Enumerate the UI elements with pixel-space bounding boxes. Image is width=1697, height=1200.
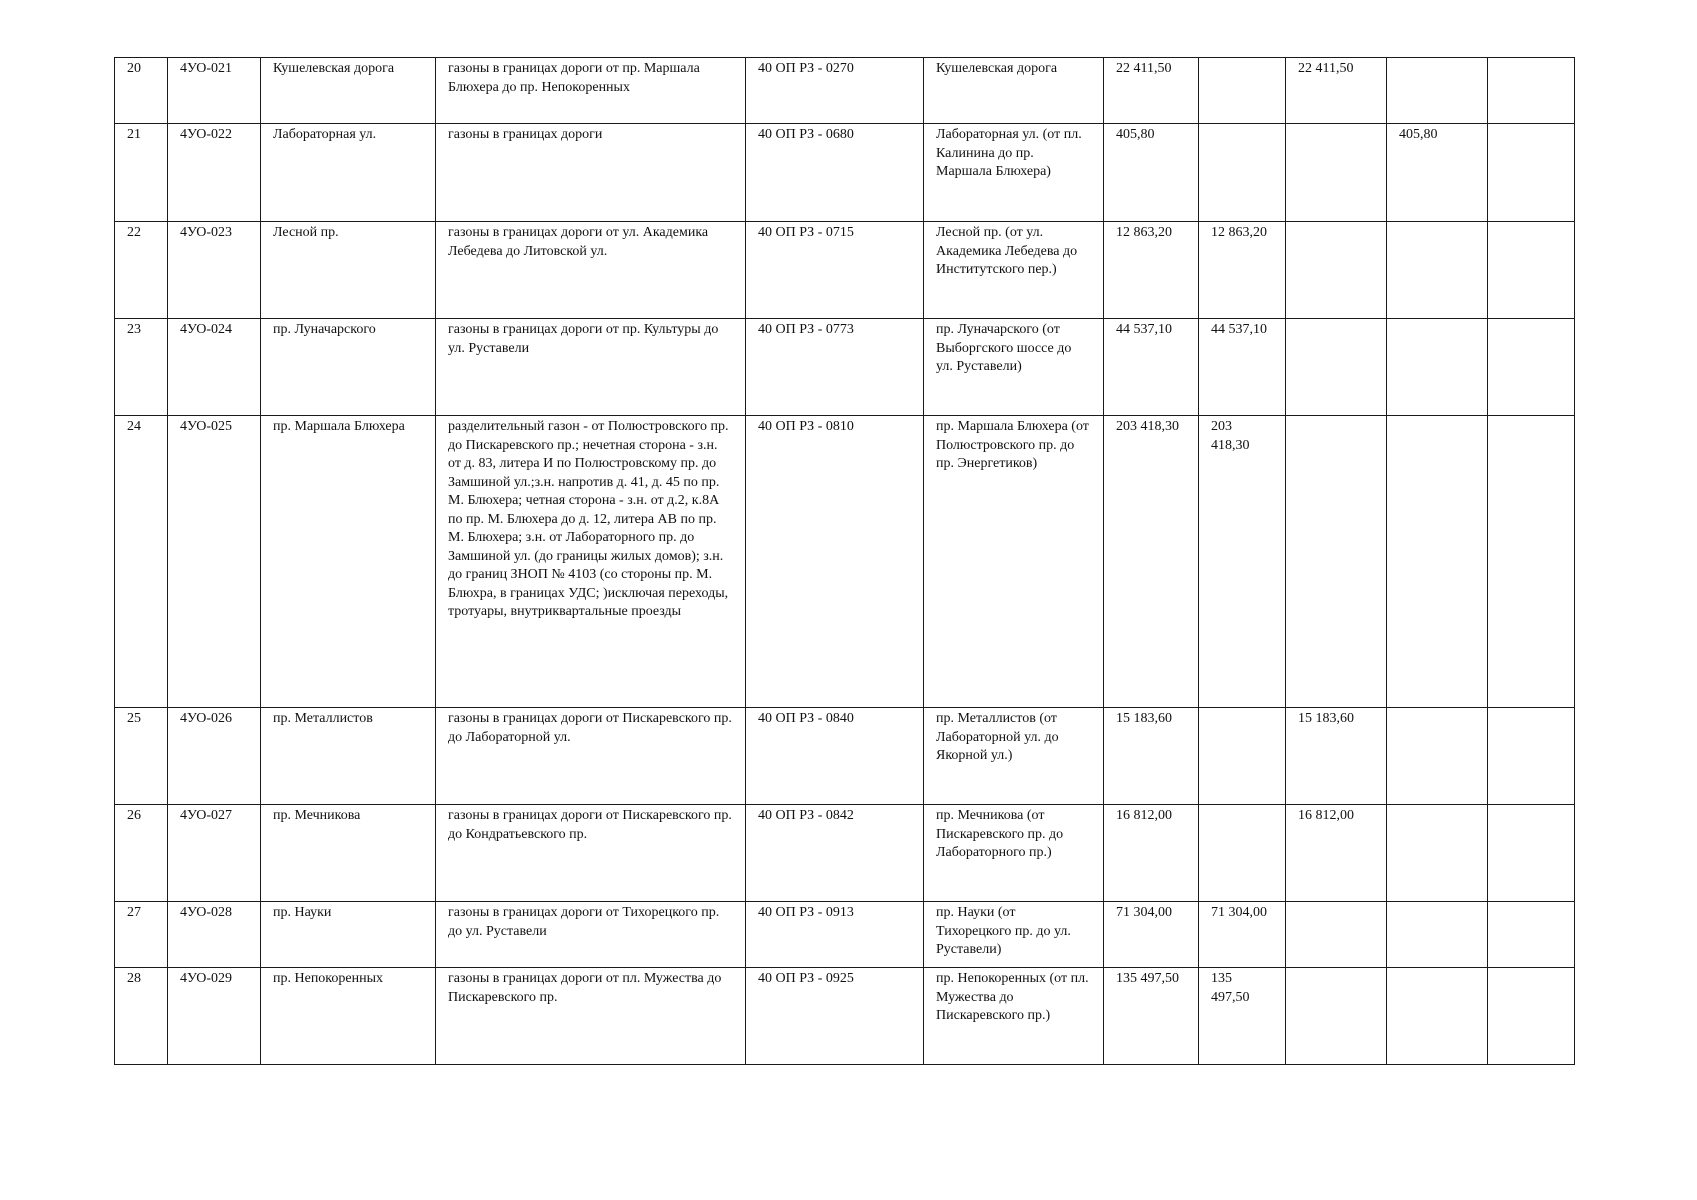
total-area: 22 411,50: [1104, 58, 1199, 124]
area-col-1: 44 537,10: [1199, 319, 1286, 416]
area-col-1: [1199, 124, 1286, 222]
object-name: пр. Непокоренных: [261, 968, 436, 1065]
object-description: разделительный газон - от Полюстровского пр. до Пискаревского пр.; нечетная сторона - з.н. от д. 83, литера И по Полюстровскому пр. до Замшиной ул.;з.н. напротив д. 41, д. 45 по пр. М. Блюхера; четная сторона - з.н. от д.2, к.8А по пр. М. Блюхера до д. 12, литера АВ по пр. М. Блюхера; з.н. от Лабораторного пр. до Замшиной ул. (до границы жилых домов); з.н. до границ ЗНОП № 4103 (со стороны пр. М. Блюхра, в границах УДС; )исключая переходы, тротуары, внутриквартальные проезды: [436, 416, 746, 708]
object-name: пр. Науки: [261, 902, 436, 968]
total-area: 203 418,30: [1104, 416, 1199, 708]
object-name: Лабораторная ул.: [261, 124, 436, 222]
row-number: 28: [115, 968, 168, 1065]
area-col-1: 135 497,50: [1199, 968, 1286, 1065]
road-name: пр. Луначарского (от Выборгского шоссе до ул. Руставели): [924, 319, 1104, 416]
total-area: 135 497,50: [1104, 968, 1199, 1065]
object-code: 4УО-026: [168, 708, 261, 805]
object-description: газоны в границах дороги от ул. Академика Лебедева до Литовской ул.: [436, 222, 746, 319]
row-number: 24: [115, 416, 168, 708]
object-code: 4УО-024: [168, 319, 261, 416]
road-registry-number: 40 ОП РЗ - 0925: [746, 968, 924, 1065]
area-col-4: [1488, 58, 1575, 124]
area-col-4: [1488, 708, 1575, 805]
total-area: 405,80: [1104, 124, 1199, 222]
green-zones-table: [114, 57, 1575, 1065]
area-col-4: [1488, 902, 1575, 968]
table-row: [115, 805, 1575, 902]
area-col-2: [1286, 124, 1387, 222]
object-code: 4УО-029: [168, 968, 261, 1065]
area-col-3: [1387, 416, 1488, 708]
object-code: 4УО-023: [168, 222, 261, 319]
object-code: 4УО-025: [168, 416, 261, 708]
road-name: Кушелевская дорога: [924, 58, 1104, 124]
road-name: пр. Металлистов (от Лабораторной ул. до Якорной ул.): [924, 708, 1104, 805]
area-col-4: [1488, 968, 1575, 1065]
area-col-3: [1387, 319, 1488, 416]
row-number: 20: [115, 58, 168, 124]
road-name: пр. Непокоренных (от пл. Мужества до Пискаревского пр.): [924, 968, 1104, 1065]
area-col-2: [1286, 319, 1387, 416]
area-col-4: [1488, 222, 1575, 319]
total-area: 71 304,00: [1104, 902, 1199, 968]
table-row: [115, 902, 1575, 968]
area-col-2: [1286, 968, 1387, 1065]
total-area: 15 183,60: [1104, 708, 1199, 805]
road-registry-number: 40 ОП РЗ - 0680: [746, 124, 924, 222]
object-description: газоны в границах дороги от пр. Маршала Блюхера до пр. Непокоренных: [436, 58, 746, 124]
object-name: Лесной пр.: [261, 222, 436, 319]
object-code: 4УО-022: [168, 124, 261, 222]
row-number: 25: [115, 708, 168, 805]
object-code: 4УО-028: [168, 902, 261, 968]
area-col-1: [1199, 58, 1286, 124]
area-col-4: [1488, 805, 1575, 902]
area-col-1: 71 304,00: [1199, 902, 1286, 968]
road-registry-number: 40 ОП РЗ - 0840: [746, 708, 924, 805]
object-description: газоны в границах дороги от Пискаревского пр. до Лабораторной ул.: [436, 708, 746, 805]
road-name: пр. Науки (от Тихорецкого пр. до ул. Руставели): [924, 902, 1104, 968]
area-col-2: [1286, 416, 1387, 708]
row-number: 27: [115, 902, 168, 968]
object-description: газоны в границах дороги от Тихорецкого пр. до ул. Руставели: [436, 902, 746, 968]
area-col-2: 16 812,00: [1286, 805, 1387, 902]
object-name: пр. Маршала Блюхера: [261, 416, 436, 708]
object-description: газоны в границах дороги от пр. Культуры до ул. Руставели: [436, 319, 746, 416]
area-col-3: [1387, 222, 1488, 319]
road-registry-number: 40 ОП РЗ - 0773: [746, 319, 924, 416]
area-col-3: [1387, 968, 1488, 1065]
area-col-2: [1286, 222, 1387, 319]
area-col-2: 22 411,50: [1286, 58, 1387, 124]
row-number: 21: [115, 124, 168, 222]
row-number: 26: [115, 805, 168, 902]
object-name: пр. Металлистов: [261, 708, 436, 805]
row-number: 23: [115, 319, 168, 416]
area-col-2: [1286, 902, 1387, 968]
table-row: [115, 222, 1575, 319]
road-name: Лесной пр. (от ул. Академика Лебедева до Институтского пер.): [924, 222, 1104, 319]
total-area: 44 537,10: [1104, 319, 1199, 416]
area-col-3: [1387, 805, 1488, 902]
road-registry-number: 40 ОП РЗ - 0842: [746, 805, 924, 902]
area-col-4: [1488, 416, 1575, 708]
area-col-1: [1199, 708, 1286, 805]
road-name: пр. Маршала Блюхера (от Полюстровского пр. до пр. Энергетиков): [924, 416, 1104, 708]
object-code: 4УО-027: [168, 805, 261, 902]
table-row: [115, 416, 1575, 708]
area-col-1: 203 418,30: [1199, 416, 1286, 708]
area-col-1: 12 863,20: [1199, 222, 1286, 319]
table-row: [115, 124, 1575, 222]
object-code: 4УО-021: [168, 58, 261, 124]
road-registry-number: 40 ОП РЗ - 0715: [746, 222, 924, 319]
table-row: [115, 708, 1575, 805]
table-row: [115, 968, 1575, 1065]
object-description: газоны в границах дороги от Пискаревского пр. до Кондратьевского пр.: [436, 805, 746, 902]
road-registry-number: 40 ОП РЗ - 0913: [746, 902, 924, 968]
area-col-3: 405,80: [1387, 124, 1488, 222]
table-row: [115, 319, 1575, 416]
object-name: пр. Луначарского: [261, 319, 436, 416]
area-col-4: [1488, 124, 1575, 222]
road-registry-number: 40 ОП РЗ - 0270: [746, 58, 924, 124]
road-registry-number: 40 ОП РЗ - 0810: [746, 416, 924, 708]
area-col-3: [1387, 708, 1488, 805]
object-name: пр. Мечникова: [261, 805, 436, 902]
area-col-4: [1488, 319, 1575, 416]
road-name: Лабораторная ул. (от пл. Калинина до пр. Маршала Блюхера): [924, 124, 1104, 222]
object-description: газоны в границах дороги от пл. Мужества до Пискаревского пр.: [436, 968, 746, 1065]
area-col-2: 15 183,60: [1286, 708, 1387, 805]
row-number: 22: [115, 222, 168, 319]
area-col-1: [1199, 805, 1286, 902]
road-name: пр. Мечникова (от Пискаревского пр. до Лабораторного пр.): [924, 805, 1104, 902]
object-description: газоны в границах дороги: [436, 124, 746, 222]
total-area: 12 863,20: [1104, 222, 1199, 319]
object-name: Кушелевская дорога: [261, 58, 436, 124]
area-col-3: [1387, 902, 1488, 968]
table-row: [115, 58, 1575, 124]
area-col-3: [1387, 58, 1488, 124]
total-area: 16 812,00: [1104, 805, 1199, 902]
